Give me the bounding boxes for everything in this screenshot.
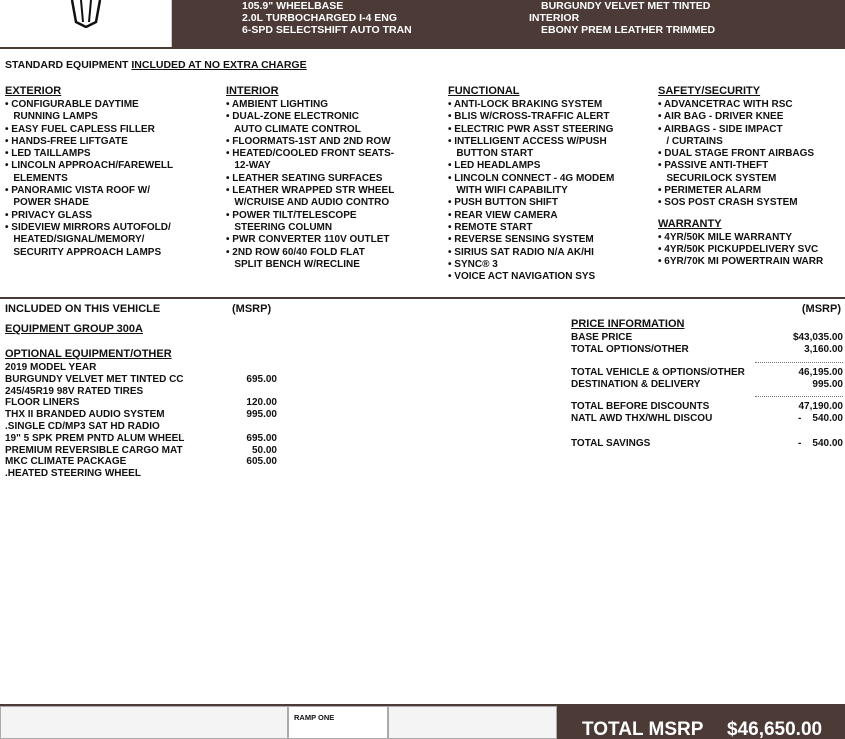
option-row	[5, 397, 277, 409]
total-before-discounts-value: 47,190.00	[798, 401, 843, 413]
divider-top	[0, 47, 845, 49]
sticker-footer	[0, 706, 845, 739]
vehicle-spec-band	[172, 0, 845, 47]
list-item: • INTELLIGENT ACCESS W/PUSH	[448, 135, 607, 147]
list-item: • BLIS W/CROSS-TRAFFIC ALERT	[448, 111, 610, 123]
list-item: SECURILOCK SYSTEM	[658, 172, 777, 184]
list-item: • PRIVACY GLASS	[5, 209, 93, 221]
exterior-list	[5, 99, 173, 259]
price-information-title: PRICE INFORMATION	[571, 318, 685, 330]
list-item: 12-WAY	[226, 160, 271, 172]
equipment-group-title: EQUIPMENT GROUP 300A	[5, 323, 143, 335]
list-item: / CURTAINS	[658, 135, 723, 147]
list-item: • 2ND ROW 60/40 FOLD FLAT	[226, 246, 365, 258]
option-price: 695.00	[246, 432, 277, 444]
price-row: TOTAL VEHICLE & OPTIONS/OTHER 46,195.00	[571, 366, 843, 378]
total-options-value: 3,160.00	[804, 344, 843, 356]
functional-list	[448, 99, 614, 283]
option-label: .HEATED STEERING WHEEL	[5, 468, 141, 480]
option-label: BURGUNDY VELVET MET TINTED CC	[5, 373, 184, 385]
option-row	[5, 421, 277, 433]
list-item: • PUSH BUTTON SHIFT	[448, 197, 558, 209]
option-price: 695.00	[246, 373, 277, 385]
spec-wheelbase: 105.9" WHEELBASE	[242, 0, 344, 12]
list-item: • 4YR/50K MILE WARRANTY	[658, 231, 793, 243]
list-item: • SYNC® 3	[448, 258, 498, 270]
list-item: • LINCOLN CONNECT - 4G MODEM	[448, 172, 615, 184]
price-row: NATL AWD THX/WHL DISCOU - 540.00	[571, 413, 843, 425]
list-item: • PERIMETER ALARM	[658, 185, 762, 197]
list-item: • PASSIVE ANTI-THEFT	[658, 160, 769, 172]
natl-discount-value: - 540.00	[797, 413, 843, 425]
exterior-column	[5, 85, 173, 259]
price-rule	[571, 391, 843, 401]
list-item: • EASY FUEL CAPLESS FILLER	[5, 123, 155, 135]
option-label: .SINGLE CD/MP3 SAT HD RADIO	[5, 420, 160, 432]
list-item: • LINCOLN APPROACH/FAREWELL	[5, 160, 174, 172]
option-row	[5, 374, 277, 386]
list-item: RUNNING LAMPS	[5, 111, 98, 123]
lincoln-star-logo-icon	[66, 0, 106, 28]
list-item: • REMOTE START	[448, 221, 533, 233]
spec-exterior-color: BURGUNDY VELVET MET TINTED	[541, 0, 711, 12]
list-item: • ANTI-LOCK BRAKING SYSTEM	[448, 99, 603, 110]
total-msrp-value: $46,650.00	[727, 719, 823, 739]
list-item: • ELECTRIC PWR ASST STEERING	[448, 123, 614, 135]
spec-transmission: 6-SPD SELECTSHIFT AUTO TRAN	[242, 24, 412, 36]
option-label: FLOOR LINERS	[5, 397, 80, 409]
option-row	[5, 468, 277, 480]
list-item: • SIDEVIEW MIRRORS AUTOFOLD/	[5, 221, 171, 233]
list-item: W/CRUISE AND AUDIO CONTRO	[226, 197, 390, 209]
included-title: INCLUDED ON THIS VEHICLE	[5, 303, 161, 315]
price-row: TOTAL BEFORE DISCOUNTS 47,190.00	[571, 401, 843, 413]
price-row: DESTINATION & DELIVERY 995.00	[571, 378, 843, 390]
list-item: • AMBIENT LIGHTING	[226, 99, 329, 110]
list-item: AUTO CLIMATE CONTROL	[226, 123, 361, 135]
list-item: WITH WIFI CAPABILITY	[448, 185, 568, 197]
footer-box-blank-2	[388, 706, 557, 739]
list-item: • REVERSE SENSING SYSTEM	[448, 234, 594, 246]
option-label: THX II BRANDED AUDIO SYSTEM	[5, 409, 165, 421]
list-item: • REAR VIEW CAMERA	[448, 209, 558, 221]
total-savings-value: - 540.00	[797, 437, 843, 449]
warranty-list	[658, 232, 823, 269]
option-label: PREMIUM REVERSIBLE CARGO MAT	[5, 444, 183, 456]
exterior-heading: EXTERIOR	[5, 85, 62, 97]
base-price-value: $43,035.00	[792, 332, 843, 343]
option-row	[5, 433, 277, 445]
option-price: 995.00	[246, 409, 277, 421]
list-item: SPLIT BENCH W/RECLINE	[226, 258, 360, 270]
list-item: • SOS POST CRASH SYSTEM	[658, 197, 798, 209]
interior-list	[226, 99, 394, 271]
option-price: 50.00	[251, 444, 277, 456]
spec-interior-label: INTERIOR	[529, 12, 580, 24]
option-label: 245/45R19 98V RATED TIRES	[5, 385, 144, 397]
spec-engine: 2.0L TURBOCHARGED I-4 ENG	[242, 12, 397, 24]
list-item: HEATED/SIGNAL/MEMORY/	[5, 234, 145, 246]
optional-equipment-title: OPTIONAL EQUIPMENT/OTHER	[5, 348, 172, 360]
price-row: TOTAL OPTIONS/OTHER 3,160.00	[571, 344, 843, 356]
footer-ramp-box	[288, 706, 388, 739]
sticker-header	[0, 0, 845, 47]
option-label: 2019 MODEL YEAR	[5, 362, 97, 373]
list-item: • CONFIGURABLE DAYTIME	[5, 99, 139, 110]
total-vehicle-value: 46,195.00	[798, 366, 843, 378]
ramp-label: RAMP ONE	[294, 713, 335, 722]
price-row: BASE PRICE $43,035.00	[571, 332, 843, 343]
option-price: 120.00	[246, 397, 277, 409]
list-item: • PANORAMIC VISTA ROOF W/	[5, 185, 150, 197]
msrp-left-label: (MSRP)	[232, 303, 272, 315]
list-item: • LEATHER SEATING SURFACES	[226, 172, 383, 184]
list-item: POWER SHADE	[5, 197, 89, 209]
option-label: MKC CLIMATE PACKAGE	[5, 456, 127, 468]
total-msrp-box	[557, 706, 845, 739]
list-item: SECURITY APPROACH LAMPS	[5, 246, 162, 258]
functional-column	[448, 85, 614, 283]
logo-area	[0, 0, 172, 47]
list-item: • LEATHER WRAPPED STR WHEEL	[226, 185, 395, 197]
option-price: 605.00	[246, 456, 277, 468]
optional-equipment-list	[5, 362, 277, 480]
list-item: • VOICE ACT NAVIGATION SYS	[448, 271, 596, 283]
spec-interior-trim: EBONY PREM LEATHER TRIMMED	[541, 24, 716, 36]
total-msrp-label: TOTAL MSRP	[582, 719, 704, 739]
list-item: • AIRBAGS - SIDE IMPACT	[658, 123, 783, 135]
list-item: • SIRIUS SAT RADIO N/A AK/HI	[448, 246, 594, 258]
interior-column	[226, 85, 394, 271]
list-item: • 4YR/50K PICKUPDELIVERY SVC	[658, 243, 819, 255]
option-row	[5, 386, 277, 398]
option-row	[5, 409, 277, 421]
standard-equipment-title: STANDARD EQUIPMENT INCLUDED AT NO EXTRA CHARGE	[5, 59, 307, 71]
list-item: • AIR BAG - DRIVER KNEE	[658, 111, 784, 123]
warranty-heading: WARRANTY	[658, 217, 722, 230]
option-row	[5, 445, 277, 457]
divider-middle	[0, 297, 845, 299]
price-row: TOTAL SAVINGS - 540.00	[571, 437, 843, 449]
list-item: • 6YR/70K MI POWERTRAIN WARR	[658, 256, 824, 268]
list-item: • HANDS-FREE LIFTGATE	[5, 135, 128, 147]
list-item: • LED HEADLAMPS	[448, 160, 541, 172]
safety-list	[658, 99, 823, 210]
list-item: • POWER TILT/TELESCOPE	[226, 209, 357, 221]
list-item: • FLOORMATS-1ST AND 2ND ROW	[226, 135, 391, 147]
option-row	[5, 456, 277, 468]
option-label: 19" 5 SPK PREM PNTD ALUM WHEEL	[5, 432, 185, 444]
footer-box-blank	[0, 706, 288, 739]
list-item: BUTTON START	[448, 148, 534, 160]
option-row	[5, 362, 277, 374]
list-item: • LED TAILLAMPS	[5, 148, 91, 160]
list-item: • DUAL STAGE FRONT AIRBAGS	[658, 148, 815, 160]
list-item: • HEATED/COOLED FRONT SEATS-	[226, 148, 395, 160]
msrp-right-label: (MSRP)	[801, 303, 841, 315]
safety-column	[658, 85, 823, 269]
list-item: • ADVANCETRAC WITH RSC	[658, 99, 793, 110]
list-item: STEERING COLUMN	[226, 221, 333, 233]
list-item: • PWR CONVERTER 110V OUTLET	[226, 234, 390, 246]
destination-value: 995.00	[812, 378, 843, 390]
safety-heading: SAFETY/SECURITY	[658, 85, 761, 97]
list-item: ELEMENTS	[5, 172, 68, 184]
list-item: • DUAL-ZONE ELECTRONIC	[226, 111, 359, 123]
price-rule	[571, 357, 843, 367]
price-information-list	[571, 332, 843, 450]
interior-heading: INTERIOR	[226, 85, 279, 97]
functional-heading: FUNCTIONAL	[448, 85, 520, 97]
